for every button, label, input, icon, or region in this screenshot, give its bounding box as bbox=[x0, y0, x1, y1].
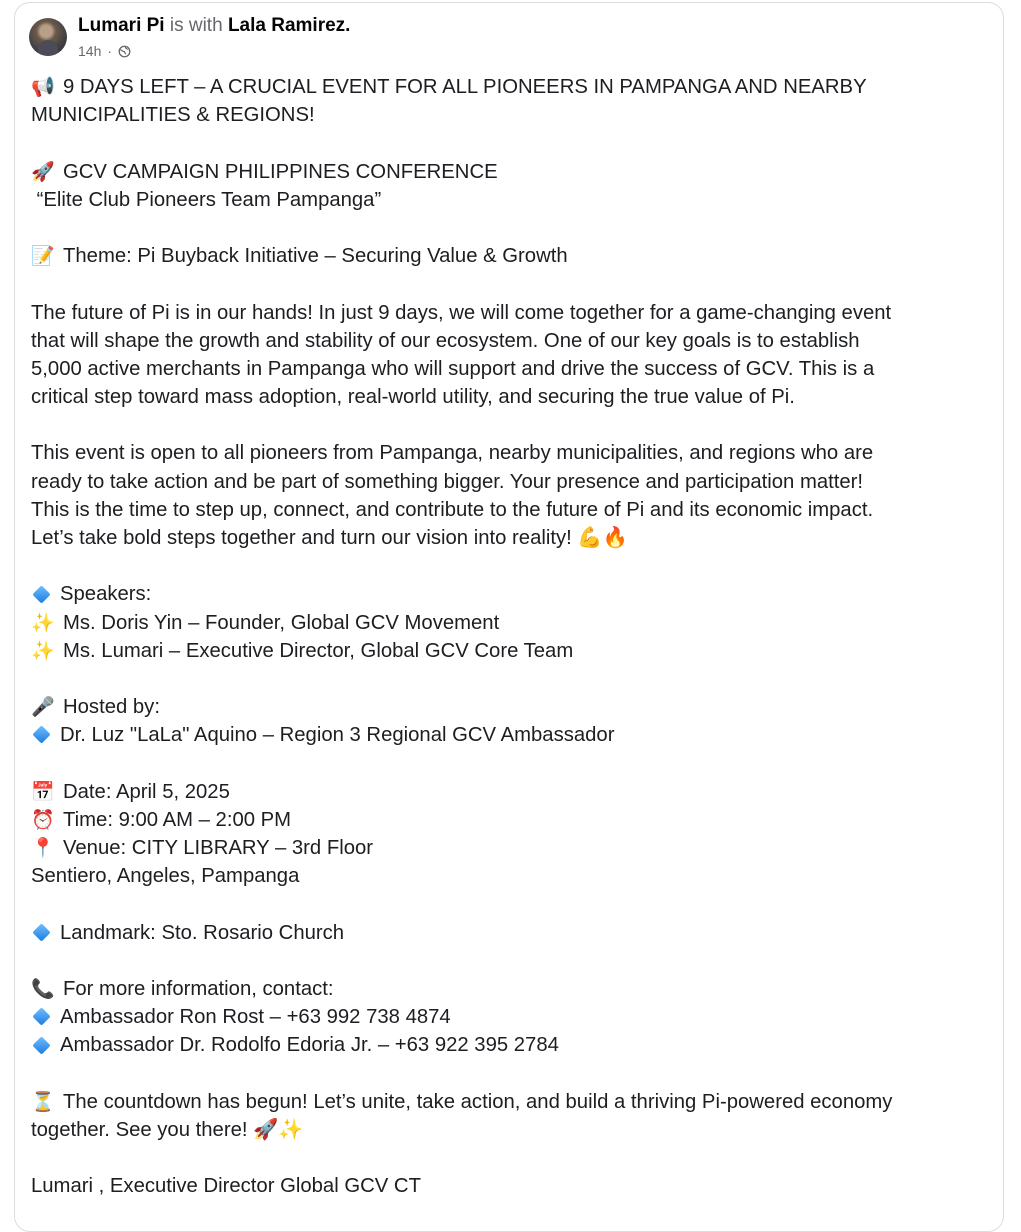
post-meta bbox=[78, 13, 350, 61]
speaker-item bbox=[31, 609, 991, 637]
calendar-icon: 📅 bbox=[31, 781, 55, 803]
sparkles-icon: ✨ bbox=[278, 1118, 304, 1141]
contact-text: Ambassador Dr. Rodolfo Edoria Jr. – +63 922 395 2784 bbox=[60, 1034, 559, 1057]
speaker-text: Ms. Lumari – Executive Director, Global GCV Core Team bbox=[63, 639, 574, 662]
phone-icon: 📞 bbox=[31, 979, 55, 1000]
pushpin-icon: 📍 bbox=[31, 838, 55, 860]
headline-line-1 bbox=[31, 73, 991, 101]
sparkles-icon: ✨ bbox=[31, 640, 55, 662]
paragraph-2-line: ready to take action and be part of something bigger. Your presence and participation matter! bbox=[31, 470, 864, 493]
closing-line-1 bbox=[31, 1088, 991, 1116]
contact-label bbox=[31, 975, 991, 1003]
venue-line bbox=[31, 834, 991, 862]
paragraph-1-line: The future of Pi is in our hands! In just 9 days, we will come together for a game-changing event bbox=[31, 301, 892, 324]
paragraph-1-line: critical step toward mass adoption, real-world utility, and securing the true value of Pi. bbox=[31, 386, 795, 409]
venue-text: Venue: CITY LIBRARY – 3rd Floor bbox=[63, 837, 374, 860]
with-text: is with bbox=[169, 15, 223, 36]
paragraph-2-line: This event is open to all pioneers from Pampanga, nearby municipalities, and regions who are bbox=[31, 442, 874, 465]
contact-label-text: For more information, contact: bbox=[63, 978, 334, 1000]
signature: Lumari , Executive Director Global GCV CT bbox=[31, 1175, 421, 1198]
conference-title bbox=[31, 158, 991, 186]
blue-diamond-icon bbox=[32, 1008, 50, 1026]
contact-item bbox=[31, 1031, 991, 1059]
closing-text-2: together. See you there! bbox=[31, 1118, 248, 1141]
name-line bbox=[78, 13, 350, 39]
headline-line-2: MUNICIPALITIES & REGIONS! bbox=[31, 104, 315, 127]
tagged-name[interactable]: Lala Ramirez. bbox=[227, 15, 351, 36]
megaphone-icon: 📢 bbox=[31, 77, 55, 98]
paragraph-1-line: that will shape the growth and stability of our ecosystem. One of our key goals is to establish bbox=[31, 329, 860, 352]
contact-text: Ambassador Ron Rost – +63 992 738 4874 bbox=[60, 1006, 451, 1029]
muscle-icon: 💪 bbox=[577, 527, 603, 549]
conference-text: GCV CAMPAIGN PHILIPPINES CONFERENCE bbox=[63, 160, 498, 183]
speaker-text: Ms. Doris Yin – Founder, Global GCV Movement bbox=[63, 611, 500, 634]
speaker-item bbox=[31, 637, 991, 665]
rocket-icon: 🚀 bbox=[31, 161, 55, 183]
separator: · bbox=[107, 43, 113, 59]
paragraph-1-line: 5,000 active merchants in Pampanga who will support and drive the success of GCV. This is a bbox=[31, 357, 875, 380]
speakers-label bbox=[31, 580, 991, 608]
closing-text: The countdown has begun! Let’s unite, take action, and build a thriving Pi-powered economy bbox=[63, 1090, 893, 1113]
host-text: Dr. Luz "LaLa" Aquino – Region 3 Regional GCV Ambassador bbox=[60, 724, 615, 747]
globe-icon bbox=[118, 45, 131, 58]
blue-diamond-icon bbox=[32, 923, 50, 941]
landmark-text: Landmark: Sto. Rosario Church bbox=[60, 921, 345, 944]
author-name[interactable]: Lumari Pi bbox=[78, 15, 165, 36]
hosted-label-text: Hosted by: bbox=[63, 696, 160, 719]
landmark-line bbox=[31, 919, 991, 947]
team-name: “Elite Club Pioneers Team Pampanga” bbox=[31, 188, 382, 211]
post-header bbox=[29, 13, 350, 65]
date-text: Date: April 5, 2025 bbox=[63, 780, 230, 803]
contact-item bbox=[31, 1003, 991, 1031]
speakers-label-text: Speakers: bbox=[60, 583, 152, 606]
blue-diamond-icon bbox=[32, 585, 50, 603]
time-line bbox=[31, 806, 991, 834]
microphone-icon: 🎤 bbox=[31, 697, 55, 719]
time-text: Time: 9:00 AM – 2:00 PM bbox=[63, 808, 292, 831]
paragraph-2-line bbox=[31, 524, 991, 552]
theme-line bbox=[31, 242, 991, 270]
avatar[interactable] bbox=[29, 18, 67, 56]
hourglass-icon: ⏳ bbox=[31, 1091, 55, 1113]
closing-line-2 bbox=[31, 1116, 991, 1144]
venue-address: Sentiero, Angeles, Pampanga bbox=[31, 865, 300, 888]
blue-diamond-icon bbox=[32, 1036, 50, 1054]
theme-text: Theme: Pi Buyback Initiative – Securing Value & Growth bbox=[63, 245, 568, 268]
post-subline bbox=[78, 41, 350, 61]
fire-icon: 🔥 bbox=[602, 527, 628, 549]
post-card bbox=[14, 2, 1004, 1232]
paragraph-2-last-text: Let’s take bold steps together and turn our vision into reality! bbox=[31, 527, 572, 549]
paragraph-2-line: This is the time to step up, connect, and contribute to the future of Pi and its economic impact. bbox=[31, 498, 874, 521]
sparkles-icon: ✨ bbox=[31, 612, 55, 634]
headline-text: 9 DAYS LEFT – A CRUCIAL EVENT FOR ALL PIONEERS IN PAMPANGA AND NEARBY bbox=[63, 76, 867, 98]
date-line bbox=[31, 778, 991, 806]
hosted-label bbox=[31, 693, 991, 721]
memo-icon: 📝 bbox=[31, 246, 55, 268]
post-time[interactable]: 14h bbox=[78, 43, 102, 59]
host-item bbox=[31, 721, 991, 749]
alarm-clock-icon: ⏰ bbox=[31, 809, 55, 831]
blue-diamond-icon bbox=[32, 726, 50, 744]
post-body bbox=[31, 73, 991, 1201]
rocket-icon: 🚀 bbox=[253, 1118, 279, 1141]
